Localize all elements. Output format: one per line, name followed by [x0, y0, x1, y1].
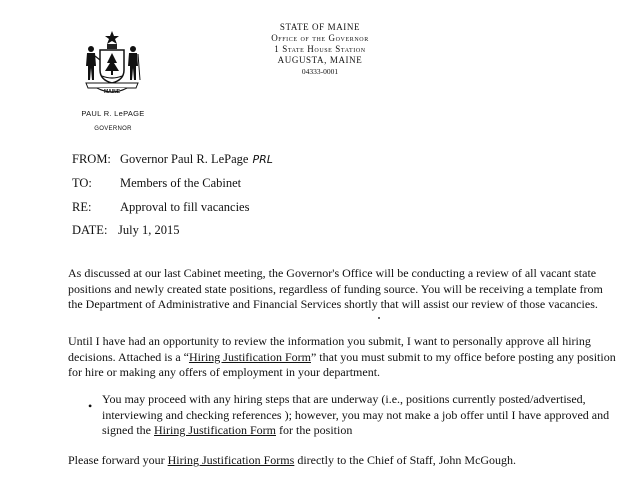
- to-value: Members of the Cabinet: [120, 176, 242, 190]
- letterhead-zip: 04333-0001: [301, 67, 339, 76]
- re-label: RE:: [72, 200, 92, 214]
- re-value: Approval to fill vacancies: [120, 200, 250, 214]
- from-value: Governor Paul R. LePage: [120, 152, 249, 166]
- paragraph-2-end: ” that you must submit to my office before posting any position for hire or making any offers of employment in your department.: [68, 349, 616, 379]
- bullet-icon: •: [88, 399, 93, 413]
- paragraph-2: [68, 334, 616, 381]
- paragraph-3: [68, 453, 616, 469]
- from-label: FROM:: [72, 152, 111, 166]
- paragraph-3-end: directly to the Chief of Staff, John McGough.: [294, 453, 517, 467]
- from-value-wrap: [120, 152, 273, 167]
- letterhead-state: STATE OF MAINE: [279, 22, 361, 32]
- paragraph-3-start: Please forward your: [68, 453, 168, 467]
- to-label: TO:: [72, 176, 92, 190]
- date-label: DATE:: [72, 223, 108, 237]
- letterhead-office: Office of the Governor: [271, 33, 369, 43]
- forms-link: Hiring Justification Forms: [167, 453, 295, 467]
- handwritten-initials: PRL: [252, 153, 273, 166]
- paragraph-2-start: Until I have had an opportunity to review the information you submit, I want to personally approve all hiring decisions. Attached is a “: [68, 334, 591, 364]
- paragraph-1: As discussed at our last Cabinet meeting, the Governor's Office will be conducting a review of all vacant state positions and newly created state positions, regardless of funding source. You will be receiving a template from the Department of Administrative and Financial Services shortly that will assist our review of those vacancies.: [68, 266, 603, 311]
- bullet-form-link: Hiring Justification Form: [154, 423, 276, 437]
- date-value: July 1, 2015: [118, 223, 180, 237]
- governor-name: PAUL R. LePAGE: [81, 109, 145, 118]
- bullet-end: for the position: [276, 423, 353, 437]
- letterhead-station: 1 State House Station: [274, 44, 366, 54]
- maine-state-seal-icon: [83, 30, 141, 96]
- bullet-start: You may proceed with any hiring steps that are underway (i.e., positions currently posted/advertised, interviewing and checking references ); however, you may not make a job offer until I have approved and signed the: [102, 392, 610, 437]
- governor-title: GOVERNOR: [94, 126, 132, 132]
- svg-text:MAINE: MAINE: [103, 89, 121, 95]
- letterhead-city: AUGUSTA, MAINE: [277, 55, 363, 65]
- hiring-form-link: Hiring Justification Form: [188, 349, 311, 364]
- letterhead: [220, 22, 420, 77]
- bullet-item: [102, 392, 612, 439]
- scan-speck: [378, 317, 380, 319]
